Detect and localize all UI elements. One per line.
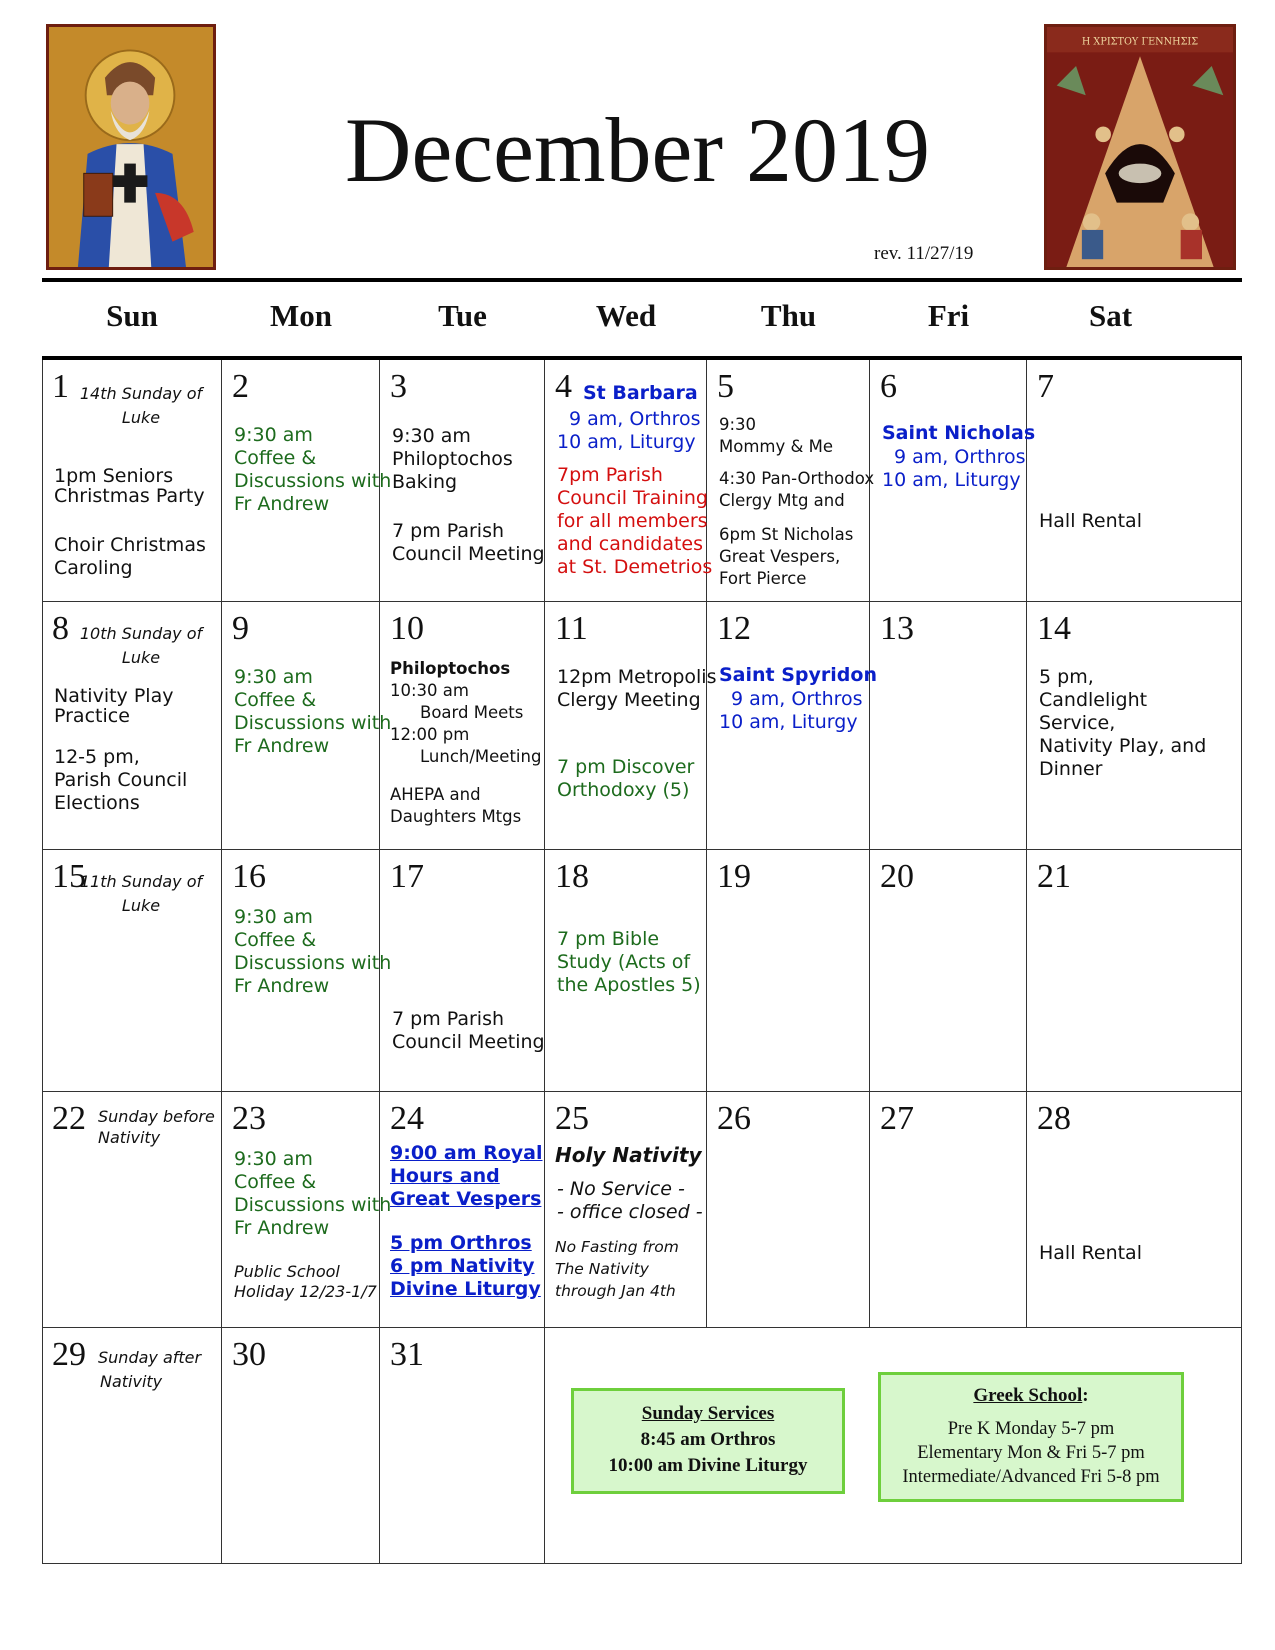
day-cell-11[interactable]: [545, 602, 717, 850]
event-bible-study: 7 pm Bible Study (Acts of the Apostles 5): [557, 928, 701, 996]
sunday-services-line: 10:00 am Divine Liturgy: [608, 1455, 808, 1476]
day-cell-1[interactable]: [42, 360, 222, 602]
revision-date: rev. 11/27/19: [874, 243, 974, 264]
sunday-services-line: 8:45 am Orthros: [640, 1429, 776, 1450]
day-cell-5[interactable]: [707, 360, 875, 602]
day-number: 7: [1037, 368, 1054, 405]
event-services: 9 am, Orthros 10 am, Liturgy: [719, 688, 863, 733]
event-great-vespers: 6pm St Nicholas Great Vespers, Fort Pierce: [719, 525, 854, 588]
day-number: 17: [390, 858, 424, 895]
day-number: 8: [52, 610, 69, 647]
greek-school-heading: Greek School:: [973, 1385, 1089, 1406]
day-cell-26[interactable]: [707, 1092, 870, 1328]
feast-holy-nativity: Holy Nativity: [555, 1143, 702, 1167]
event-discover-orthodoxy: 7 pm Discover Orthodoxy (5): [557, 756, 695, 801]
day-number: 15: [52, 858, 86, 895]
event-mommy-and-me: 9:30 Mommy & Me: [719, 415, 833, 456]
event-council-training: 7pm Parish Council Training for all members and candidates at St. Demetrios: [557, 464, 713, 578]
day-cell-22[interactable]: [42, 1092, 222, 1328]
day-number: 1: [52, 368, 69, 405]
day-number: 6: [880, 368, 897, 405]
day-cell-27[interactable]: [870, 1092, 1027, 1328]
event-council-elections: 12-5 pm, Parish Council Elections: [54, 746, 188, 814]
event-coffee-discussions: 9:30 am Coffee & Discussions with Fr Andrew: [234, 1148, 392, 1239]
event-choir-caroling: Choir Christmas Caroling: [54, 534, 206, 579]
day-number: 19: [717, 858, 751, 895]
day-number: 22: [52, 1100, 86, 1137]
event-no-service: - No Service - - office closed -: [557, 1178, 703, 1223]
weekday-header-fri: Fri: [927, 298, 970, 333]
weekday-header-tue: Tue: [438, 298, 487, 333]
feast-saint-spyridon: Saint Spyridon: [719, 664, 877, 686]
day-number: 10: [390, 610, 424, 647]
day-number: 9: [232, 610, 249, 647]
event-school-holiday: Public School Holiday 12/23-1/7: [234, 1262, 377, 1301]
calendar-grid: [42, 360, 1242, 1564]
day-number: 11: [555, 610, 588, 647]
greek-school-line: Intermediate/Advanced Fri 5-8 pm: [902, 1467, 1160, 1487]
day-number: 31: [390, 1336, 424, 1373]
day-number: 21: [1037, 858, 1071, 895]
day-number: 30: [232, 1336, 266, 1373]
sunday-services-heading: Sunday Services: [641, 1403, 775, 1424]
day-cell-17[interactable]: [380, 850, 545, 1092]
feast-st-barbara: St Barbara: [583, 382, 698, 404]
day-number: 4: [555, 368, 572, 405]
day-cell-3[interactable]: [380, 360, 545, 602]
day-cell-28[interactable]: [1027, 1092, 1242, 1328]
event-coffee-discussions: 9:30 am Coffee & Discussions with Fr Andrew: [234, 666, 392, 757]
day-number: 27: [880, 1100, 914, 1137]
day-cell-20[interactable]: [870, 850, 1027, 1092]
day-cell-14[interactable]: [1027, 602, 1242, 850]
day-number: 3: [390, 368, 407, 405]
event-metropolis-clergy: 12pm Metropolis Clergy Meeting: [557, 666, 717, 711]
weekday-header-sun: Sun: [106, 298, 158, 333]
day-number: 14: [1037, 610, 1071, 647]
day-number: 20: [880, 858, 914, 895]
event-nativity-play-practice: Nativity Play Practice: [54, 685, 174, 727]
day-cell-18[interactable]: [545, 850, 707, 1092]
feast-saint-nicholas: Saint Nicholas: [882, 422, 1036, 444]
event-coffee-discussions: 9:30 am Coffee & Discussions with Fr Andrew: [234, 424, 392, 515]
day-number: 24: [390, 1100, 424, 1137]
sunday-note: Sunday before Nativity: [98, 1107, 215, 1147]
event-services: 9 am, Orthros 10 am, Liturgy: [557, 408, 701, 453]
day-number: 25: [555, 1100, 589, 1137]
event-no-fasting: No Fasting from The Nativity through Jan 4th: [555, 1238, 679, 1300]
day-cell-4[interactable]: [545, 360, 713, 602]
day-cell-7[interactable]: [1027, 360, 1242, 602]
event-parish-council-meeting: 7 pm Parish Council Meeting: [392, 520, 545, 565]
day-cell-31[interactable]: [380, 1328, 545, 1564]
event-candlelight-service: 5 pm, Candlelight Service, Nativity Play, and Dinner: [1039, 666, 1207, 780]
greek-school-line: Pre K Monday 5-7 pm: [947, 1419, 1115, 1439]
event-royal-hours-vespers[interactable]: 9:00 am Royal Hours and Great Vespers: [390, 1142, 543, 1210]
day-number: 16: [232, 858, 266, 895]
day-cell-23[interactable]: [222, 1092, 392, 1328]
day-number: 5: [717, 368, 734, 405]
sunday-note: Sunday after Nativity: [98, 1348, 202, 1391]
header-divider: [42, 278, 1242, 282]
day-cell-19[interactable]: [707, 850, 870, 1092]
day-cell-30[interactable]: [222, 1328, 380, 1564]
greek-school-line: Elementary Mon & Fri 5-7 pm: [917, 1443, 1145, 1463]
day-cell-12[interactable]: [707, 602, 877, 850]
sunday-note: 11th Sunday of Luke: [79, 872, 203, 915]
sunday-note: 14th Sunday of Luke: [79, 384, 203, 427]
day-number: 23: [232, 1100, 266, 1137]
day-cell-16[interactable]: [222, 850, 392, 1092]
day-number: 12: [717, 610, 751, 647]
day-cell-9[interactable]: [222, 602, 392, 850]
sunday-note: 10th Sunday of Luke: [79, 624, 203, 667]
event-services: 9 am, Orthros 10 am, Liturgy: [882, 446, 1026, 491]
event-coffee-discussions: 9:30 am Coffee & Discussions with Fr Andrew: [234, 906, 392, 997]
day-cell-6[interactable]: [870, 360, 1036, 602]
greek-school-box: [878, 1372, 1184, 1502]
day-cell-25[interactable]: [545, 1092, 707, 1328]
svg-text:Η ΧΡΙΣΤΟΥ ΓΕΝΝΗΣΙΣ: Η ΧΡΙΣΤΟΥ ΓΕΝΝΗΣΙΣ: [1081, 36, 1199, 48]
day-cell-8[interactable]: [42, 602, 222, 850]
event-pan-orthodox-clergy: 4:30 Pan-Orthodox Clergy Mtg and: [719, 469, 875, 510]
info-area: [545, 1328, 1242, 1564]
day-cell-24[interactable]: [380, 1092, 545, 1328]
day-number: 29: [52, 1336, 86, 1373]
weekday-header-sat: Sat: [1088, 298, 1133, 333]
day-cell-13[interactable]: [870, 602, 1027, 850]
day-cell-2[interactable]: [222, 360, 392, 602]
event-nativity-liturgy[interactable]: 5 pm Orthros 6 pm Nativity Divine Liturgy: [390, 1232, 541, 1300]
day-number: 28: [1037, 1100, 1071, 1137]
event-hall-rental: Hall Rental: [1039, 1242, 1142, 1264]
weekday-header-thu: Thu: [760, 298, 817, 333]
event-philoptochos-baking: 9:30 am Philoptochos Baking: [392, 425, 513, 493]
day-cell-15[interactable]: [42, 850, 222, 1092]
sunday-services-box: [571, 1388, 845, 1494]
event-philoptochos: Philoptochos 10:30 am Board Meets 12:00 pm Lunch/Meeting: [390, 659, 542, 766]
event-hall-rental: Hall Rental: [1039, 510, 1142, 532]
weekday-header-wed: Wed: [595, 298, 657, 333]
day-cell-21[interactable]: [1027, 850, 1242, 1092]
event-seniors-party: 1pm Seniors Christmas Party: [54, 465, 205, 507]
weekday-header-mon: Mon: [270, 298, 332, 333]
day-cell-10[interactable]: [380, 602, 545, 850]
event-ahepa-meetings: AHEPA and Daughters Mtgs: [390, 785, 522, 826]
day-number: 26: [717, 1100, 751, 1137]
day-number: 13: [880, 610, 914, 647]
page-title: December 2019: [345, 99, 930, 201]
event-parish-council-meeting: 7 pm Parish Council Meeting: [392, 1008, 545, 1053]
day-number: 18: [555, 858, 589, 895]
day-cell-29[interactable]: [42, 1328, 222, 1564]
day-number: 2: [232, 368, 249, 405]
